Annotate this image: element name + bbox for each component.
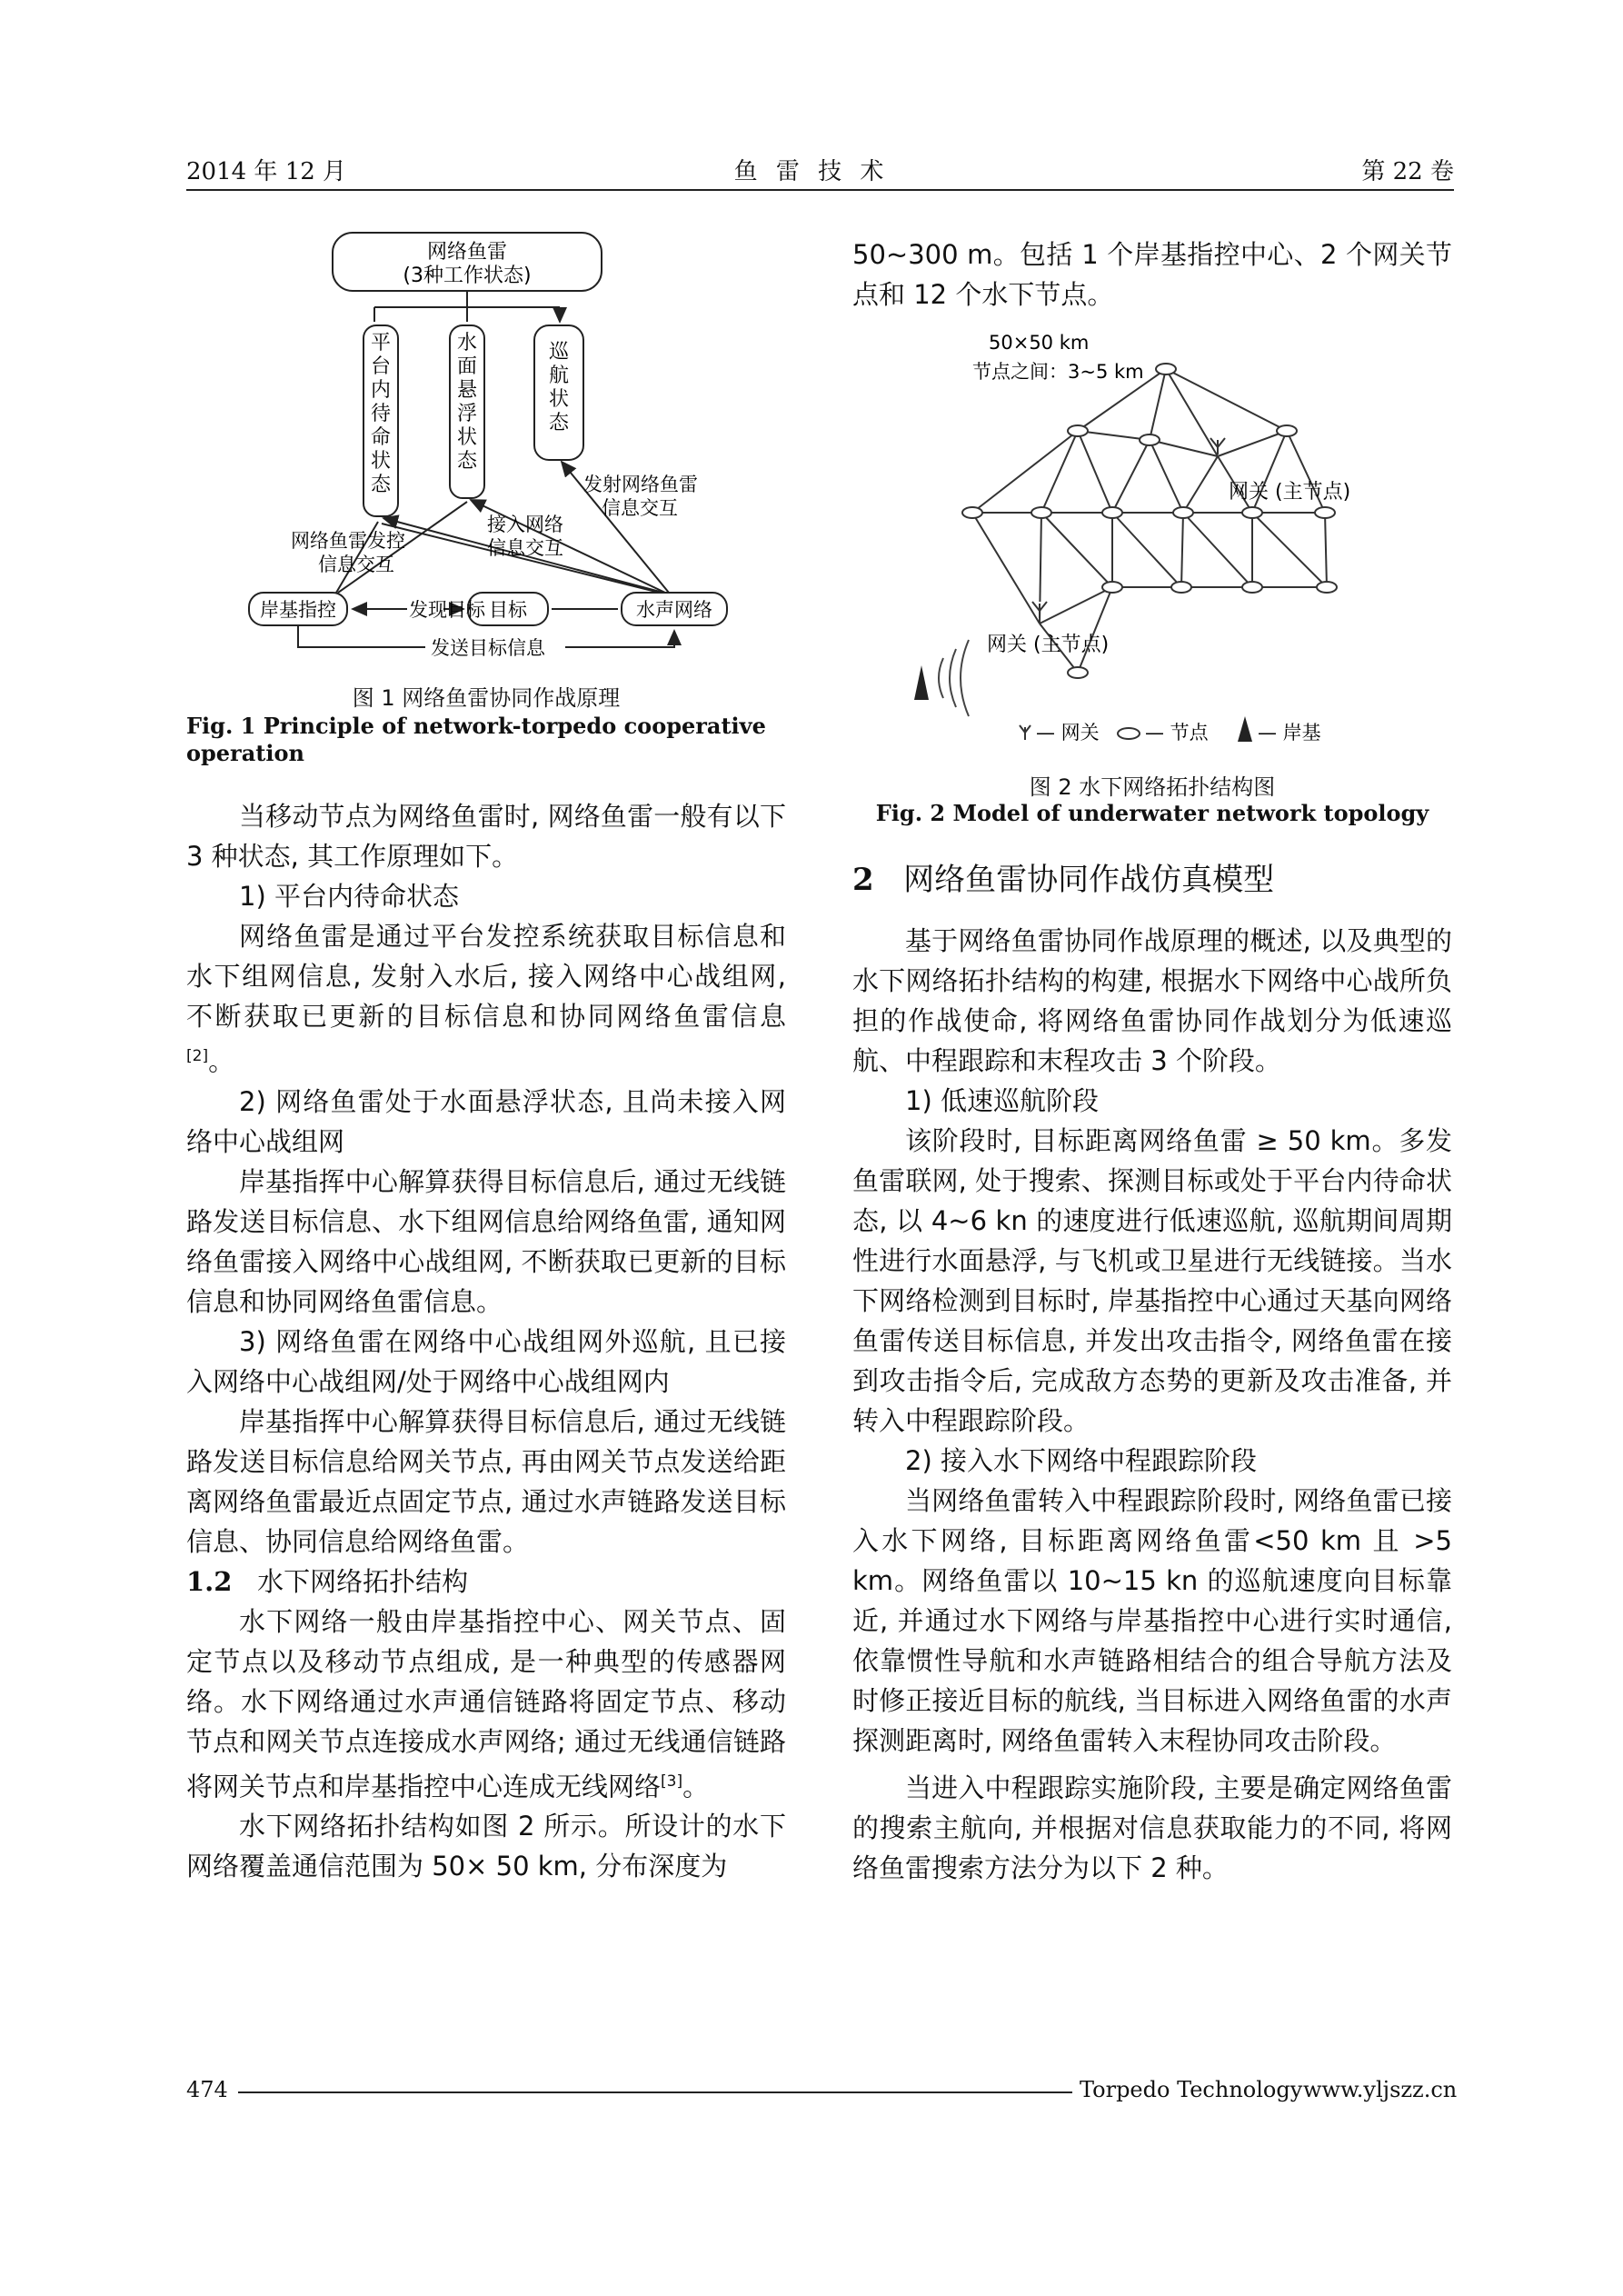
header-journal: 鱼 雷 技 术: [733, 158, 890, 185]
footer-journal: Torpedo Technology: [1080, 2077, 1303, 2102]
legend-node: — 节点: [1145, 722, 1209, 744]
fig1-s2-c0: 水: [456, 332, 478, 354]
figure-2: [891, 324, 1454, 751]
fig1-s2-c5: 态: [456, 450, 478, 473]
network-lines: [972, 369, 1327, 673]
fig1-s2-c1: 面: [456, 355, 478, 378]
left-s1: 1) 平台内待命状态: [239, 881, 459, 912]
network-link: [1112, 440, 1150, 513]
fig1-s1-c2: 内: [370, 379, 392, 402]
fig1-s1-c0: 平: [370, 332, 392, 354]
left-s2: 2) 网络鱼雷处于水面悬浮状态, 且尚未接入网络中心战组网: [186, 1085, 786, 1157]
left-p6: 水下网络拓扑结构如图 2 所示。所设计的水下网络覆盖通信范围为 50× 50 km, 分布深度为: [186, 1811, 786, 1882]
footer-url: www.yljszz.cn: [1303, 2077, 1458, 2102]
network-link: [1041, 431, 1078, 513]
fig2-area: 50×50 km: [989, 332, 1090, 354]
header-date: 2014 年 12 月: [186, 158, 347, 185]
fig1-label-access-1: 接入网络: [487, 514, 563, 535]
left-column: [186, 796, 786, 1886]
network-link: [1078, 431, 1150, 440]
fig1-torpedo-line2: (3种工作状态): [403, 265, 532, 287]
network-link: [1078, 431, 1112, 513]
network-link: [1150, 440, 1218, 456]
fig1-s3-c2: 状: [548, 388, 570, 411]
left-s3: 3) 网络鱼雷在网络中心战组网外巡航, 且已接入网络中心战组网/处于网络中心战组网内: [186, 1325, 786, 1397]
right-p4: 当进入中程跟踪实施阶段, 主要是确定网络鱼雷的搜索主航向, 并根据对信息获取能力的不同, 将网络鱼雷搜索方法分为以下 2 种。: [852, 1772, 1452, 1883]
right-p0: 50~300 m。包括 1 个岸基指控中心、2 个网关节点和 12 个水下节点。: [852, 239, 1452, 310]
right-p2: 该阶段时, 目标距离网络鱼雷 ≥ 50 km。多发鱼雷联网, 处于搜索、探测目标或处于平台内待命状态, 以 4~6 kn 的速度进行低速巡航, 巡航期间周期性进行水面悬浮, 与飞机或卫星进行无线链接。当水下网络检测到目标时, 岸基指控中心通过天基向网络鱼雷传送目标信息, 并发出攻击指令, 网络鱼雷在接到攻击指令后, 完成敌方态势的更新及攻击准备, 并转入中程跟踪阶段。: [852, 1125, 1452, 1436]
network-node-icon: [1068, 425, 1088, 436]
fig1-s3-c3: 态: [548, 412, 570, 434]
fig1-send: 发送目标信息: [431, 637, 545, 659]
network-link: [1041, 513, 1112, 587]
fig1-s1-c4: 命: [370, 426, 392, 449]
network-node-icon: [1242, 582, 1262, 593]
section-2-heading: 2 网络鱼雷协同作战仿真模型: [852, 862, 1275, 898]
network-link: [1078, 587, 1112, 673]
right-s1: 1) 低速巡航阶段: [905, 1085, 1099, 1116]
network-link: [972, 431, 1078, 513]
fig1-s2-c3: 浮: [456, 403, 478, 425]
network-node-icon: [1315, 507, 1335, 518]
fig1-target: 目标: [489, 599, 527, 621]
network-node-icon: [1140, 434, 1160, 445]
network-node-icon: [1102, 507, 1122, 518]
fig1-s1-c5: 状: [370, 450, 392, 473]
network-link: [1181, 513, 1183, 587]
fig1-caption-cn: 图 1 网络鱼雷协同作战原理: [352, 685, 621, 711]
left-p2: 网络鱼雷是通过平台发控系统获取目标信息和水下组网信息, 发射入水后, 接入网络中心战组网, 不断获取已更新的目标信息和协同网络鱼雷信息[2]。: [186, 921, 786, 1077]
right-p1: 基于网络鱼雷协同作战原理的概述, 以及典型的水下网络拓扑结构的构建, 根据水下网络中心战所负担的作战使命, 将网络鱼雷协同作战划分为低速巡航、中程跟踪和末程攻击 3 个阶段。: [852, 925, 1452, 1076]
fig2-caption-en: Fig. 2 Model of underwater network topology: [875, 800, 1429, 826]
right-s2: 2) 接入水下网络中程跟踪阶段: [905, 1445, 1257, 1476]
fig1-label-control-1: 网络鱼雷发控: [291, 530, 405, 552]
footer-rule: [238, 2091, 1072, 2093]
fig2-gateway-top: 网关 (主节点): [1229, 481, 1351, 504]
shore-antenna-icon: [914, 665, 929, 700]
network-node-icon: [1031, 507, 1051, 518]
left-p5: 水下网络一般由岸基指控中心、网关节点、固定节点以及移动节点组成, 是一种典型的传感器网络。水下网络通过水声通信链路将固定节点、移动节点和网关节点连接成水声网络; 通过无线通信链路将网关节点和岸基指控中心连成无线网络[3]。: [186, 1605, 786, 1802]
legend-shore-icon: [1238, 716, 1252, 742]
network-node-icon: [1156, 364, 1176, 374]
fig1-label-access-2: 信息交互: [487, 537, 563, 559]
right-column: [852, 854, 1452, 1888]
network-node-icon: [1173, 507, 1193, 518]
network-link: [1183, 456, 1218, 513]
network-link: [1112, 513, 1181, 587]
left-p3: 岸基指挥中心解算获得目标信息后, 通过无线链路发送目标信息、水下组网信息给网络鱼雷, 通知网络鱼雷接入网络中心战组网, 不断获取已更新的目标信息和协同网络鱼雷信息。: [186, 1165, 786, 1317]
network-node-icon: [1068, 667, 1088, 678]
network-link: [1150, 440, 1183, 513]
network-link: [1183, 513, 1252, 587]
fig1-caption-en: Fig. 1 Principle of network-torpedo cooperative operation: [186, 713, 766, 766]
fig1-s3-c0: 巡: [548, 341, 570, 364]
section-1-2-heading: 1.2 水下网络拓扑结构: [186, 1565, 469, 1597]
fig1-s2-c2: 悬: [456, 379, 478, 402]
fig1-s2-c4: 状: [456, 426, 478, 449]
fig2-caption-cn: 图 2 水下网络拓扑结构图: [1029, 774, 1276, 800]
left-p4: 岸基指挥中心解算获得目标信息后, 通过无线链路发送目标信息给网关节点, 再由网关节点发送给距离网络鱼雷最近点固定节点, 通过水声链路发送目标信息、协同信息给网络鱼雷。: [186, 1405, 786, 1557]
left-p1: 当移动节点为网络鱼雷时, 网络鱼雷一般有以下 3 种状态, 其工作原理如下。: [186, 801, 786, 872]
network-node-icon: [1242, 507, 1262, 518]
fig1-label-fire-1: 发射网络鱼雷: [583, 474, 698, 495]
fig1-label-control-2: 信息交互: [318, 554, 394, 575]
network-node-icon: [1102, 582, 1122, 593]
fig1-shore: 岸基指控: [260, 599, 336, 621]
network-node-icon: [1171, 582, 1191, 593]
fig1-discover: 发现目标: [409, 599, 485, 621]
wave-icon: [939, 640, 969, 716]
header-volume: 第 22 卷: [1361, 158, 1454, 185]
right-p3: 当网络鱼雷转入中程跟踪阶段时, 网络鱼雷已接入水下网络, 目标距离网络鱼雷<50 km 且 >5 km。网络鱼雷以 10~15 kn 的巡航速度向目标靠近, 并通过水下网络与岸基指控中心进行实时通信, 依靠惯性导航和水声链路相结合的组合导航方法及时修正接近目标的航线, 当目标进入网络鱼雷的水声探测距离时, 网络鱼雷转入末程协同攻击阶段。: [852, 1485, 1452, 1756]
fig1-s3-c1: 航: [548, 364, 570, 387]
figure-1: [245, 227, 754, 664]
fig1-s1-c3: 待: [370, 403, 392, 425]
network-link: [1252, 513, 1327, 587]
legend-node-icon: [1118, 728, 1140, 739]
network-node-icon: [1277, 425, 1297, 436]
network-nodes: [962, 364, 1337, 678]
fig1-s1-c1: 台: [370, 355, 392, 378]
right-column-top: [852, 235, 1452, 314]
legend-gateway: — 网关: [1036, 722, 1100, 744]
network-link: [1325, 513, 1327, 587]
network-link: [1040, 587, 1112, 624]
network-node-icon: [1317, 582, 1337, 593]
header-rule: [186, 189, 1454, 191]
fig1-acoustic: 水声网络: [636, 599, 712, 621]
footer-page-number: 474: [186, 2077, 228, 2102]
fig2-gateway-bottom: 网关 (主节点): [987, 634, 1110, 656]
network-node-icon: [962, 507, 982, 518]
fig2-spacing: 节点之间：3~5 km: [972, 361, 1144, 383]
left-p2-ref: [2]: [186, 1047, 209, 1065]
network-link: [972, 513, 1040, 624]
fig1-s1-c6: 态: [370, 474, 392, 496]
fig1-torpedo-line1: 网络鱼雷: [426, 241, 508, 264]
left-p5-ref: [3]: [661, 1772, 683, 1791]
legend-gateway-icon: [1020, 725, 1031, 740]
network-link: [1218, 431, 1287, 456]
legend-shore: — 岸基: [1258, 722, 1321, 744]
fig1-label-fire-2: 信息交互: [602, 497, 678, 519]
